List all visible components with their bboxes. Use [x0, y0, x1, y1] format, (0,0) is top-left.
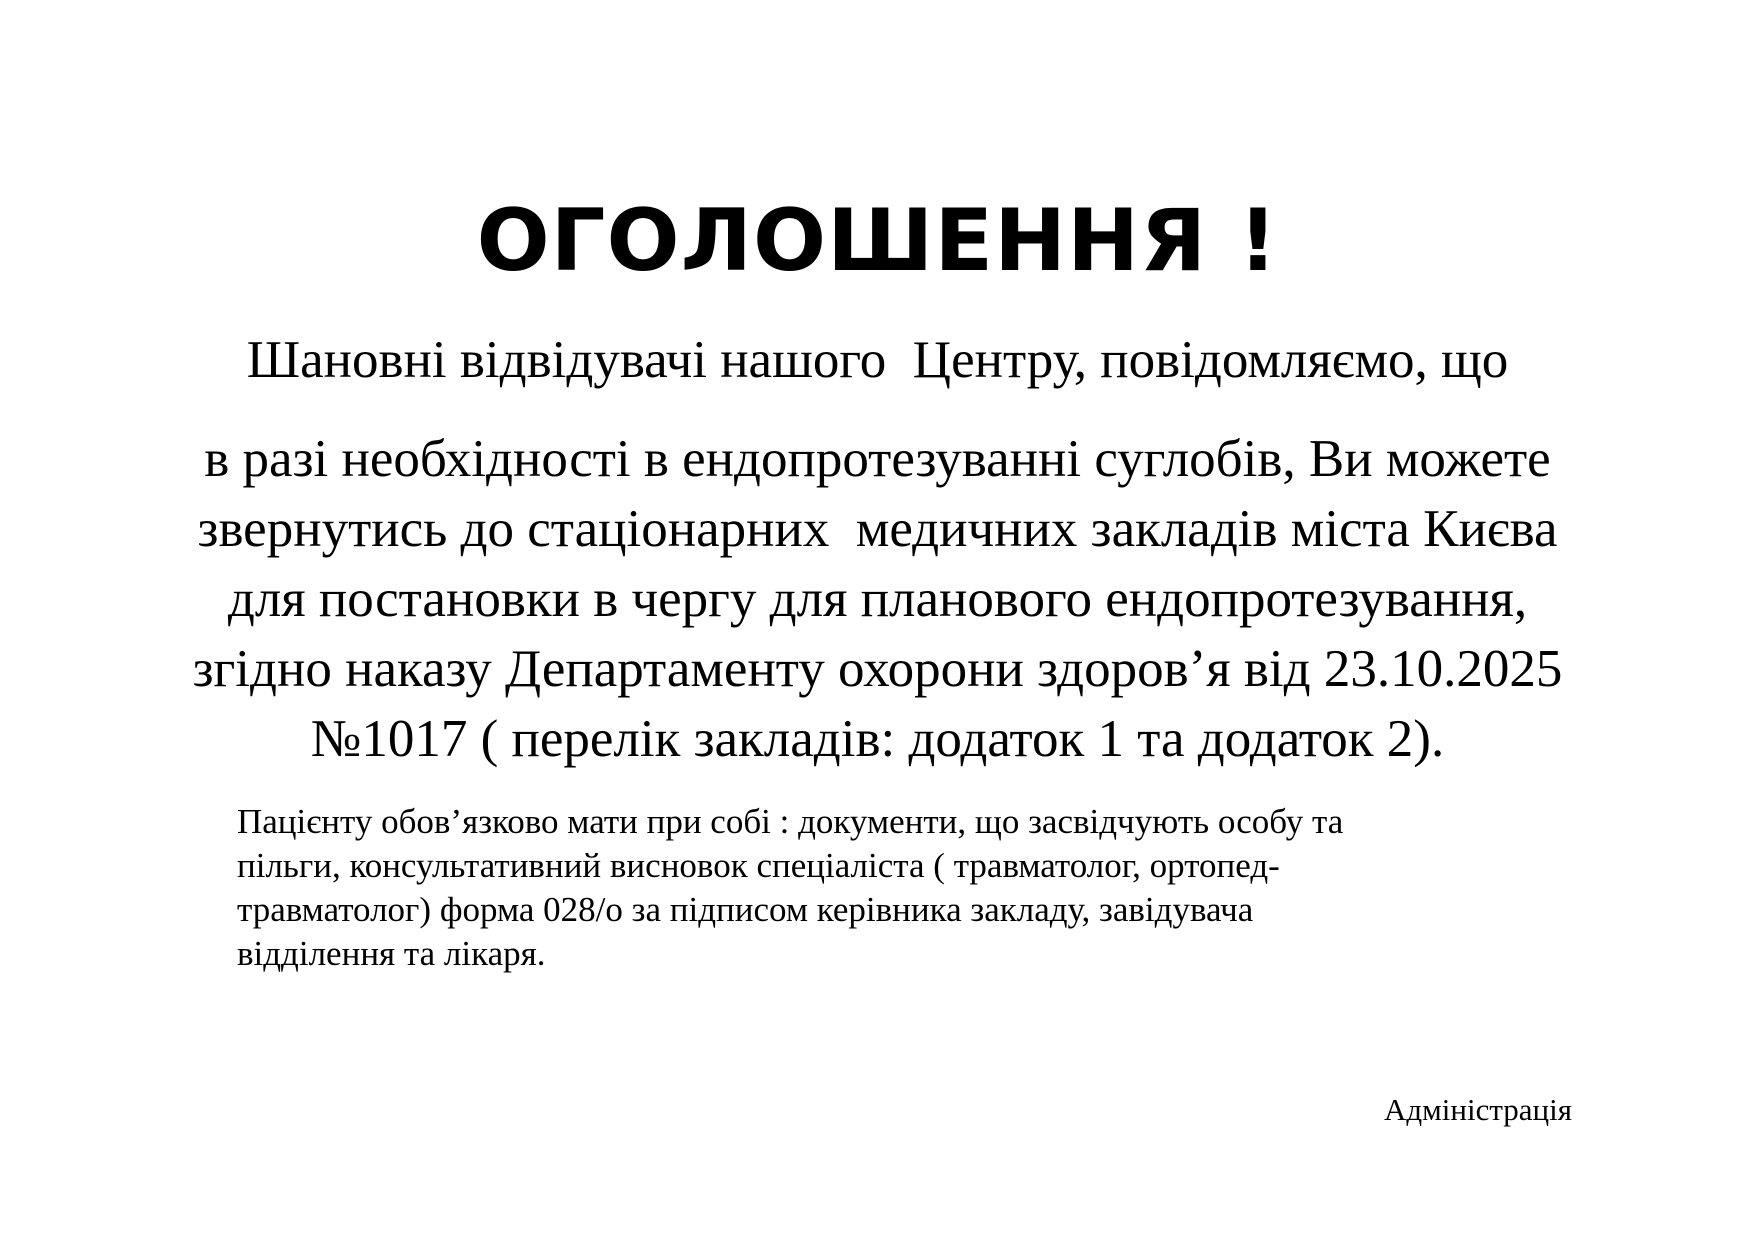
signature-administration: Адміністрація — [1384, 1092, 1572, 1127]
announcement-intro: Шановні відвідувачі нашого Центру, повідомляємо, що — [246, 331, 1509, 389]
announcement-title: ОГОЛОШЕННЯ ! — [476, 191, 1279, 291]
note-line-1: Пацієнту обов’язково мати при собі : документи, що засвідчують особу та — [237, 802, 1344, 841]
body-line-1: в разі необхідності в ендопротезуванні суглобів, Ви можете — [204, 430, 1551, 488]
required-documents-note — [237, 800, 1637, 976]
body-line-2: звернутись до стаціонарних медичних закладів міста Києва — [197, 500, 1558, 558]
body-line-3: для постановки в чергу для планового ендопротезування, — [227, 570, 1528, 628]
announcement-body — [0, 424, 1755, 774]
note-line-3: травматолог) форма 028/о за підписом керівника закладу, завідувача — [237, 890, 1254, 929]
note-line-4: відділення та лікаря. — [237, 934, 546, 973]
body-line-5: №1017 ( перелік закладів: додаток 1 та додаток 2). — [310, 710, 1445, 768]
body-line-4: згідно наказу Департаменту охорони здоров’я від 23.10.2025 — [192, 640, 1563, 698]
note-line-2: пільги, консультативний висновок спеціаліста ( травматолог, ортопед- — [237, 846, 1280, 885]
